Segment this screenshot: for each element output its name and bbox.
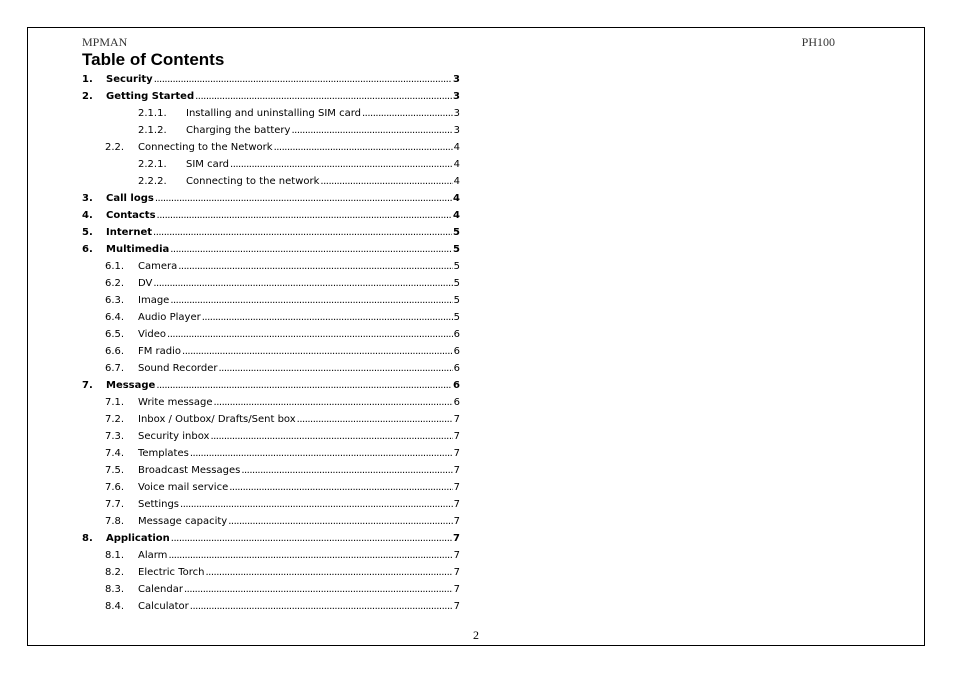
dot-leader <box>229 479 452 496</box>
toc-entry[interactable] <box>82 207 460 224</box>
toc-entry-line <box>106 530 460 547</box>
toc-entry[interactable] <box>82 564 460 581</box>
toc-entry-page: 7 <box>453 550 460 561</box>
toc-entry-page: 7 <box>453 465 460 476</box>
toc-entry-label: Broadcast Messages <box>138 465 241 476</box>
toc-entry-page: 4 <box>453 193 460 204</box>
toc-entry-number: 7.1. <box>105 397 125 408</box>
dot-leader <box>168 547 452 564</box>
dot-leader <box>320 173 452 190</box>
toc-entry-number: 6.4. <box>105 312 125 323</box>
toc-entry-line <box>138 462 460 479</box>
toc-entry-line <box>106 241 460 258</box>
toc-entry-line <box>186 105 460 122</box>
toc-entry[interactable] <box>82 292 460 309</box>
toc-entry-page: 7 <box>453 431 460 442</box>
toc-entry[interactable] <box>82 88 460 105</box>
toc-entry-label: Electric Torch <box>138 567 205 578</box>
toc-entry-line <box>138 343 460 360</box>
toc-entry-line <box>106 88 460 105</box>
toc-entry-label: Inbox / Outbox/ Drafts/Sent box <box>138 414 296 425</box>
toc-entry-page: 4 <box>453 142 460 153</box>
toc-entry-line <box>138 394 460 411</box>
toc-entry-label: Voice mail service <box>138 482 229 493</box>
toc-entry-line <box>106 190 460 207</box>
toc-entry[interactable] <box>82 241 460 258</box>
toc-entry-number: 8.2. <box>105 567 125 578</box>
toc-entry-number: 6.6. <box>105 346 125 357</box>
dot-leader <box>171 530 452 547</box>
header-brand: MPMAN <box>82 35 128 49</box>
toc-entry[interactable] <box>82 224 460 241</box>
toc-entry-page: 5 <box>453 278 460 289</box>
toc-entry-label: Security inbox <box>138 431 210 442</box>
toc-entry-page: 3 <box>453 91 460 102</box>
dot-leader <box>210 428 452 445</box>
dot-leader <box>157 207 453 224</box>
toc-entry-label: SIM card <box>186 159 230 170</box>
toc-entry-number: 2.1.1. <box>138 108 167 119</box>
dot-leader <box>218 360 452 377</box>
toc-entry-page: 7 <box>453 601 460 612</box>
toc-entry-number: 6.3. <box>105 295 125 306</box>
toc-entry-page: 4 <box>453 159 460 170</box>
toc-entry[interactable] <box>82 105 460 122</box>
dot-leader <box>291 122 452 139</box>
toc-entry[interactable] <box>82 394 460 411</box>
toc-entry-page: 5 <box>453 312 460 323</box>
toc-entry-label: Video <box>138 329 167 340</box>
toc-entry[interactable] <box>82 377 460 394</box>
dot-leader <box>190 598 453 615</box>
document-page <box>27 27 925 646</box>
toc-entry[interactable] <box>82 190 460 207</box>
toc-entry-label: Calendar <box>138 584 183 595</box>
toc-entry-number: 7.4. <box>105 448 125 459</box>
toc-entry-label: Contacts <box>106 210 156 221</box>
toc-entry-number: 2.2. <box>105 142 125 153</box>
toc-entry-line <box>138 479 460 496</box>
dot-leader <box>274 139 453 156</box>
dot-leader <box>297 411 453 428</box>
dot-leader <box>241 462 452 479</box>
toc-entry-label: Camera <box>138 261 178 272</box>
toc-entry-label: Application <box>106 533 170 544</box>
dot-leader <box>154 71 452 88</box>
toc-entry-number: 2.1.2. <box>138 125 167 136</box>
toc-entry[interactable] <box>82 581 460 598</box>
toc-entry[interactable] <box>82 309 460 326</box>
table-of-contents <box>82 71 460 615</box>
dot-leader <box>153 275 452 292</box>
toc-entry[interactable] <box>82 360 460 377</box>
toc-entry-label: Connecting to the Network <box>138 142 273 153</box>
dot-leader <box>184 581 453 598</box>
toc-entry[interactable] <box>82 530 460 547</box>
toc-entry[interactable] <box>82 513 460 530</box>
toc-entry-line <box>186 156 460 173</box>
dot-leader <box>362 105 453 122</box>
toc-entry[interactable] <box>82 343 460 360</box>
toc-entry-label: Image <box>138 295 170 306</box>
toc-entry-label: Charging the battery <box>186 125 291 136</box>
page-title: Table of Contents <box>82 50 225 69</box>
dot-leader <box>170 241 452 258</box>
toc-entry-line <box>138 445 460 462</box>
toc-entry-label: Multimedia <box>106 244 170 255</box>
toc-entry[interactable] <box>82 547 460 564</box>
dot-leader <box>155 190 452 207</box>
toc-entry-line <box>138 513 460 530</box>
toc-entry-line <box>138 581 460 598</box>
toc-entry-line <box>138 598 460 615</box>
toc-entry-label: Message <box>106 380 156 391</box>
toc-entry-page: 6 <box>453 346 460 357</box>
toc-entry-page: 6 <box>453 380 460 391</box>
toc-entry-page: 3 <box>453 108 460 119</box>
toc-entry-line <box>106 71 460 88</box>
toc-entry-line <box>186 173 460 190</box>
toc-entry-line <box>106 377 460 394</box>
toc-entry-number: 7.3. <box>105 431 125 442</box>
toc-entry-page: 7 <box>453 516 460 527</box>
toc-entry-number: 8.1. <box>105 550 125 561</box>
toc-entry-line <box>106 207 460 224</box>
dot-leader <box>170 292 452 309</box>
toc-entry-label: Connecting to the network <box>186 176 320 187</box>
toc-entry-number: 7.2. <box>105 414 125 425</box>
toc-entry[interactable] <box>82 173 460 190</box>
dot-leader <box>153 224 452 241</box>
dot-leader <box>178 258 452 275</box>
toc-entry-line <box>138 326 460 343</box>
toc-entry-line <box>138 258 460 275</box>
toc-entry-line <box>138 309 460 326</box>
toc-entry-number: 3. <box>82 193 93 204</box>
toc-entry-label: Installing and uninstalling SIM card <box>186 108 361 119</box>
toc-entry-page: 6 <box>453 397 460 408</box>
toc-entry[interactable] <box>82 411 460 428</box>
toc-entry-page: 7 <box>453 482 460 493</box>
dot-leader <box>230 156 453 173</box>
toc-entry-page: 7 <box>453 533 460 544</box>
toc-entry-number: 1. <box>82 74 93 85</box>
toc-entry-number: 2.2.1. <box>138 159 167 170</box>
toc-entry-page: 4 <box>453 210 460 221</box>
toc-entry-number: 7.5. <box>105 465 125 476</box>
toc-entry-label: Calculator <box>138 601 189 612</box>
toc-entry-label: Write message <box>138 397 213 408</box>
dot-leader <box>156 377 452 394</box>
header-model: PH100 <box>801 35 835 49</box>
toc-entry-line <box>138 496 460 513</box>
toc-entry-number: 4. <box>82 210 93 221</box>
toc-entry[interactable] <box>82 122 460 139</box>
toc-entry-number: 8. <box>82 533 93 544</box>
toc-entry-label: Settings <box>138 499 180 510</box>
toc-entry-page: 7 <box>453 499 460 510</box>
toc-entry-number: 5. <box>82 227 93 238</box>
toc-entry[interactable] <box>82 496 460 513</box>
toc-entry-number: 7. <box>82 380 93 391</box>
toc-entry-number: 8.4. <box>105 601 125 612</box>
dot-leader <box>182 343 453 360</box>
toc-entry[interactable] <box>82 139 460 156</box>
toc-entry[interactable] <box>82 445 460 462</box>
toc-entry-page: 6 <box>453 363 460 374</box>
toc-entry-label: FM radio <box>138 346 182 357</box>
toc-entry-page: 7 <box>453 414 460 425</box>
toc-entry[interactable] <box>82 275 460 292</box>
toc-entry-number: 7.8. <box>105 516 125 527</box>
toc-entry-number: 6.5. <box>105 329 125 340</box>
toc-entry-label: Security <box>106 74 153 85</box>
toc-entry-line <box>106 224 460 241</box>
toc-entry-page: 7 <box>453 567 460 578</box>
toc-entry-line <box>138 139 460 156</box>
dot-leader <box>228 513 452 530</box>
dot-leader <box>167 326 453 343</box>
toc-entry[interactable] <box>82 598 460 615</box>
toc-entry[interactable] <box>82 156 460 173</box>
toc-entry-label: Internet <box>106 227 153 238</box>
toc-entry-number: 6. <box>82 244 93 255</box>
toc-entry[interactable] <box>82 428 460 445</box>
toc-entry-number: 2. <box>82 91 93 102</box>
toc-entry-line <box>186 122 460 139</box>
dot-leader <box>214 394 453 411</box>
toc-entry-number: 6.1. <box>105 261 125 272</box>
toc-entry-line <box>138 411 460 428</box>
toc-entry-number: 8.3. <box>105 584 125 595</box>
toc-entry[interactable] <box>82 479 460 496</box>
dot-leader <box>202 309 453 326</box>
toc-entry-number: 6.2. <box>105 278 125 289</box>
toc-entry-line <box>138 564 460 581</box>
toc-entry-label: Call logs <box>106 193 154 204</box>
toc-entry-number: 6.7. <box>105 363 125 374</box>
toc-entry-number: 7.6. <box>105 482 125 493</box>
toc-entry-label: Getting Started <box>106 91 195 102</box>
toc-entry-label: Message capacity <box>138 516 228 527</box>
toc-entry-line <box>138 547 460 564</box>
toc-entry-page: 5 <box>453 244 460 255</box>
toc-entry-page: 5 <box>453 261 460 272</box>
toc-entry-page: 7 <box>453 448 460 459</box>
toc-entry-label: Audio Player <box>138 312 201 323</box>
dot-leader <box>206 564 453 581</box>
toc-entry-page: 5 <box>453 227 460 238</box>
toc-entry[interactable] <box>82 258 460 275</box>
dot-leader <box>195 88 452 105</box>
toc-entry-page: 7 <box>453 584 460 595</box>
dot-leader <box>180 496 453 513</box>
toc-entry-page: 5 <box>453 295 460 306</box>
toc-entry-page: 3 <box>453 125 460 136</box>
toc-entry-page: 6 <box>453 329 460 340</box>
toc-entry[interactable] <box>82 326 460 343</box>
toc-entry-label: DV <box>138 278 153 289</box>
dot-leader <box>190 445 453 462</box>
toc-entry-label: Alarm <box>138 550 168 561</box>
toc-entry-line <box>138 360 460 377</box>
toc-entry-page: 4 <box>453 176 460 187</box>
page-number: 2 <box>473 628 479 642</box>
toc-entry-label: Templates <box>138 448 189 459</box>
toc-entry[interactable] <box>82 71 460 88</box>
toc-entry-number: 7.7. <box>105 499 125 510</box>
toc-entry-label: Sound Recorder <box>138 363 218 374</box>
toc-entry-line <box>138 292 460 309</box>
toc-entry[interactable] <box>82 462 460 479</box>
toc-entry-line <box>138 275 460 292</box>
toc-entry-line <box>138 428 460 445</box>
toc-entry-number: 2.2.2. <box>138 176 167 187</box>
toc-entry-page: 3 <box>453 74 460 85</box>
